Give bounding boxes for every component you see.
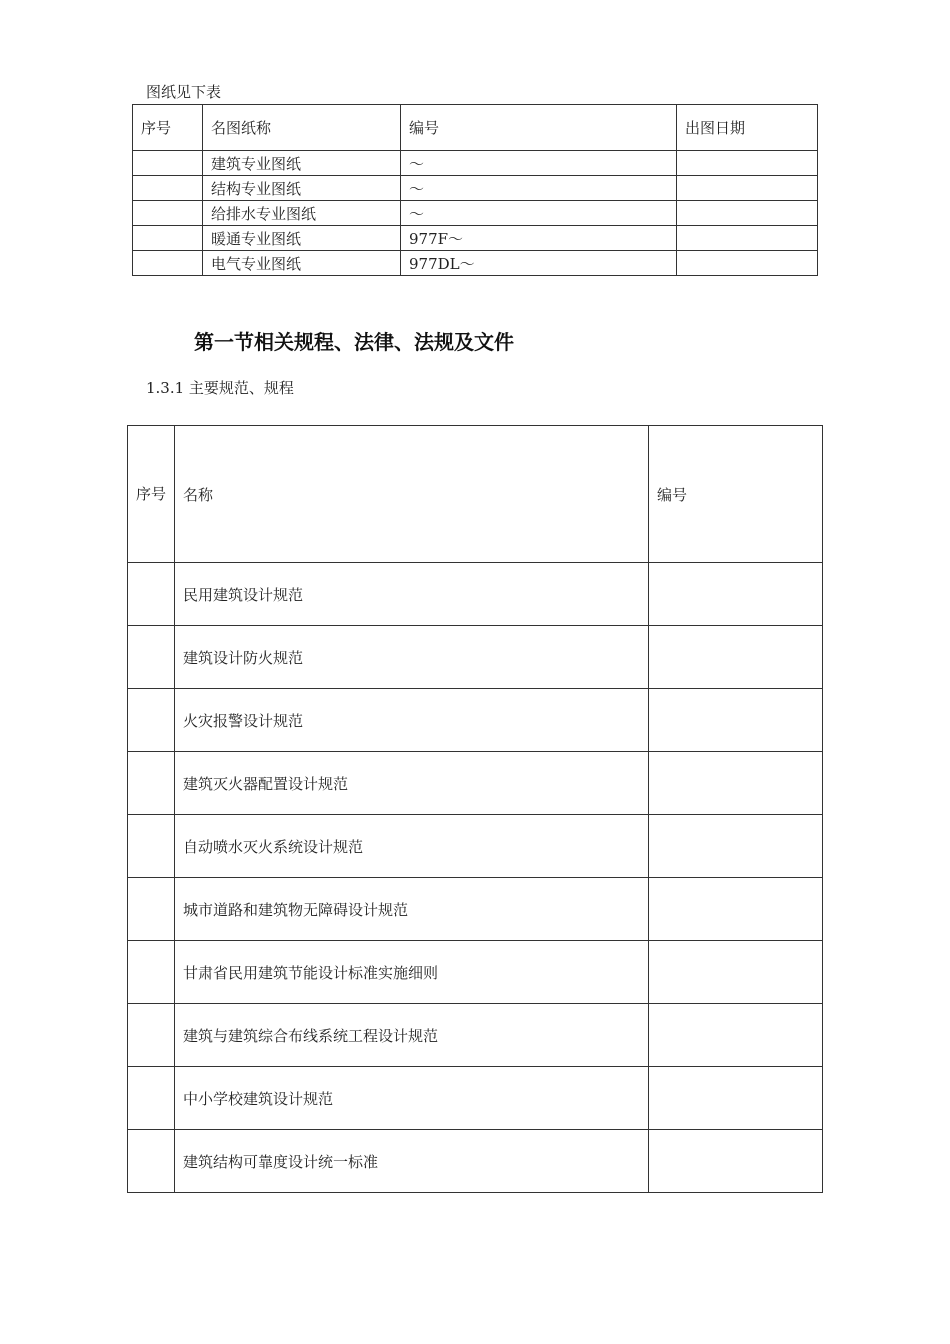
intro-text: 图纸见下表 [146, 83, 222, 101]
cell-seq [128, 1067, 175, 1130]
table-row [133, 201, 818, 226]
header-date: 出图日期 [677, 105, 818, 151]
cell-code [649, 752, 823, 815]
header-name: 名图纸称 [203, 105, 401, 151]
table-row [128, 941, 823, 1004]
header-name: 名称 [175, 426, 649, 563]
table-row [133, 226, 818, 251]
cell-seq [133, 151, 203, 176]
subsection-title: 1.3.1 主要规范、规程 [146, 379, 294, 397]
header-code: 编号 [649, 426, 823, 563]
cell-seq [128, 878, 175, 941]
table-row [128, 689, 823, 752]
cell-name: 自动喷水灭火系统设计规范 [175, 815, 649, 878]
cell-date [677, 251, 818, 276]
cell-seq [128, 1130, 175, 1193]
cell-code: 977F～ [401, 226, 677, 251]
cell-code: ～ [401, 151, 677, 176]
cell-date [677, 151, 818, 176]
cell-name: 建筑设计防火规范 [175, 626, 649, 689]
cell-name: 建筑与建筑综合布线系统工程设计规范 [175, 1004, 649, 1067]
header-seq: 序号 [133, 105, 203, 151]
cell-seq [133, 201, 203, 226]
table-row [128, 878, 823, 941]
table-header-row [128, 426, 823, 563]
cell-seq [128, 626, 175, 689]
table-header-row [133, 105, 818, 151]
cell-code: ～ [401, 176, 677, 201]
cell-date [677, 176, 818, 201]
cell-code [649, 815, 823, 878]
cell-code [649, 1130, 823, 1193]
standards-table [127, 425, 823, 1193]
table-row [128, 563, 823, 626]
cell-name: 建筑灭火器配置设计规范 [175, 752, 649, 815]
header-code: 编号 [401, 105, 677, 151]
table-row [128, 1067, 823, 1130]
cell-code: ～ [401, 201, 677, 226]
table-row [133, 251, 818, 276]
cell-seq [128, 815, 175, 878]
cell-seq [133, 251, 203, 276]
cell-seq [128, 563, 175, 626]
cell-name: 建筑专业图纸 [203, 151, 401, 176]
table-row [128, 752, 823, 815]
cell-code [649, 1067, 823, 1130]
table-row [128, 626, 823, 689]
table-row [128, 1004, 823, 1067]
table-row [133, 151, 818, 176]
table-row [128, 815, 823, 878]
cell-name: 民用建筑设计规范 [175, 563, 649, 626]
cell-seq [128, 941, 175, 1004]
table-row [133, 176, 818, 201]
drawings-table [132, 104, 818, 276]
section-title: 第一节相关规程、法律、法规及文件 [194, 330, 514, 354]
cell-date [677, 226, 818, 251]
cell-name: 建筑结构可靠度设计统一标准 [175, 1130, 649, 1193]
cell-name: 结构专业图纸 [203, 176, 401, 201]
table-row [128, 1130, 823, 1193]
header-seq: 序号 [128, 426, 175, 563]
cell-code [649, 626, 823, 689]
cell-code [649, 689, 823, 752]
cell-date [677, 201, 818, 226]
cell-code [649, 1004, 823, 1067]
cell-name: 中小学校建筑设计规范 [175, 1067, 649, 1130]
cell-name: 电气专业图纸 [203, 251, 401, 276]
cell-name: 暖通专业图纸 [203, 226, 401, 251]
cell-seq [133, 226, 203, 251]
cell-seq [128, 752, 175, 815]
cell-seq [128, 1004, 175, 1067]
cell-seq [133, 176, 203, 201]
cell-code: 977DL～ [401, 251, 677, 276]
cell-seq [128, 689, 175, 752]
cell-code [649, 563, 823, 626]
cell-name: 城市道路和建筑物无障碍设计规范 [175, 878, 649, 941]
cell-name: 给排水专业图纸 [203, 201, 401, 226]
cell-name: 甘肃省民用建筑节能设计标准实施细则 [175, 941, 649, 1004]
cell-name: 火灾报警设计规范 [175, 689, 649, 752]
cell-code [649, 941, 823, 1004]
cell-code [649, 878, 823, 941]
